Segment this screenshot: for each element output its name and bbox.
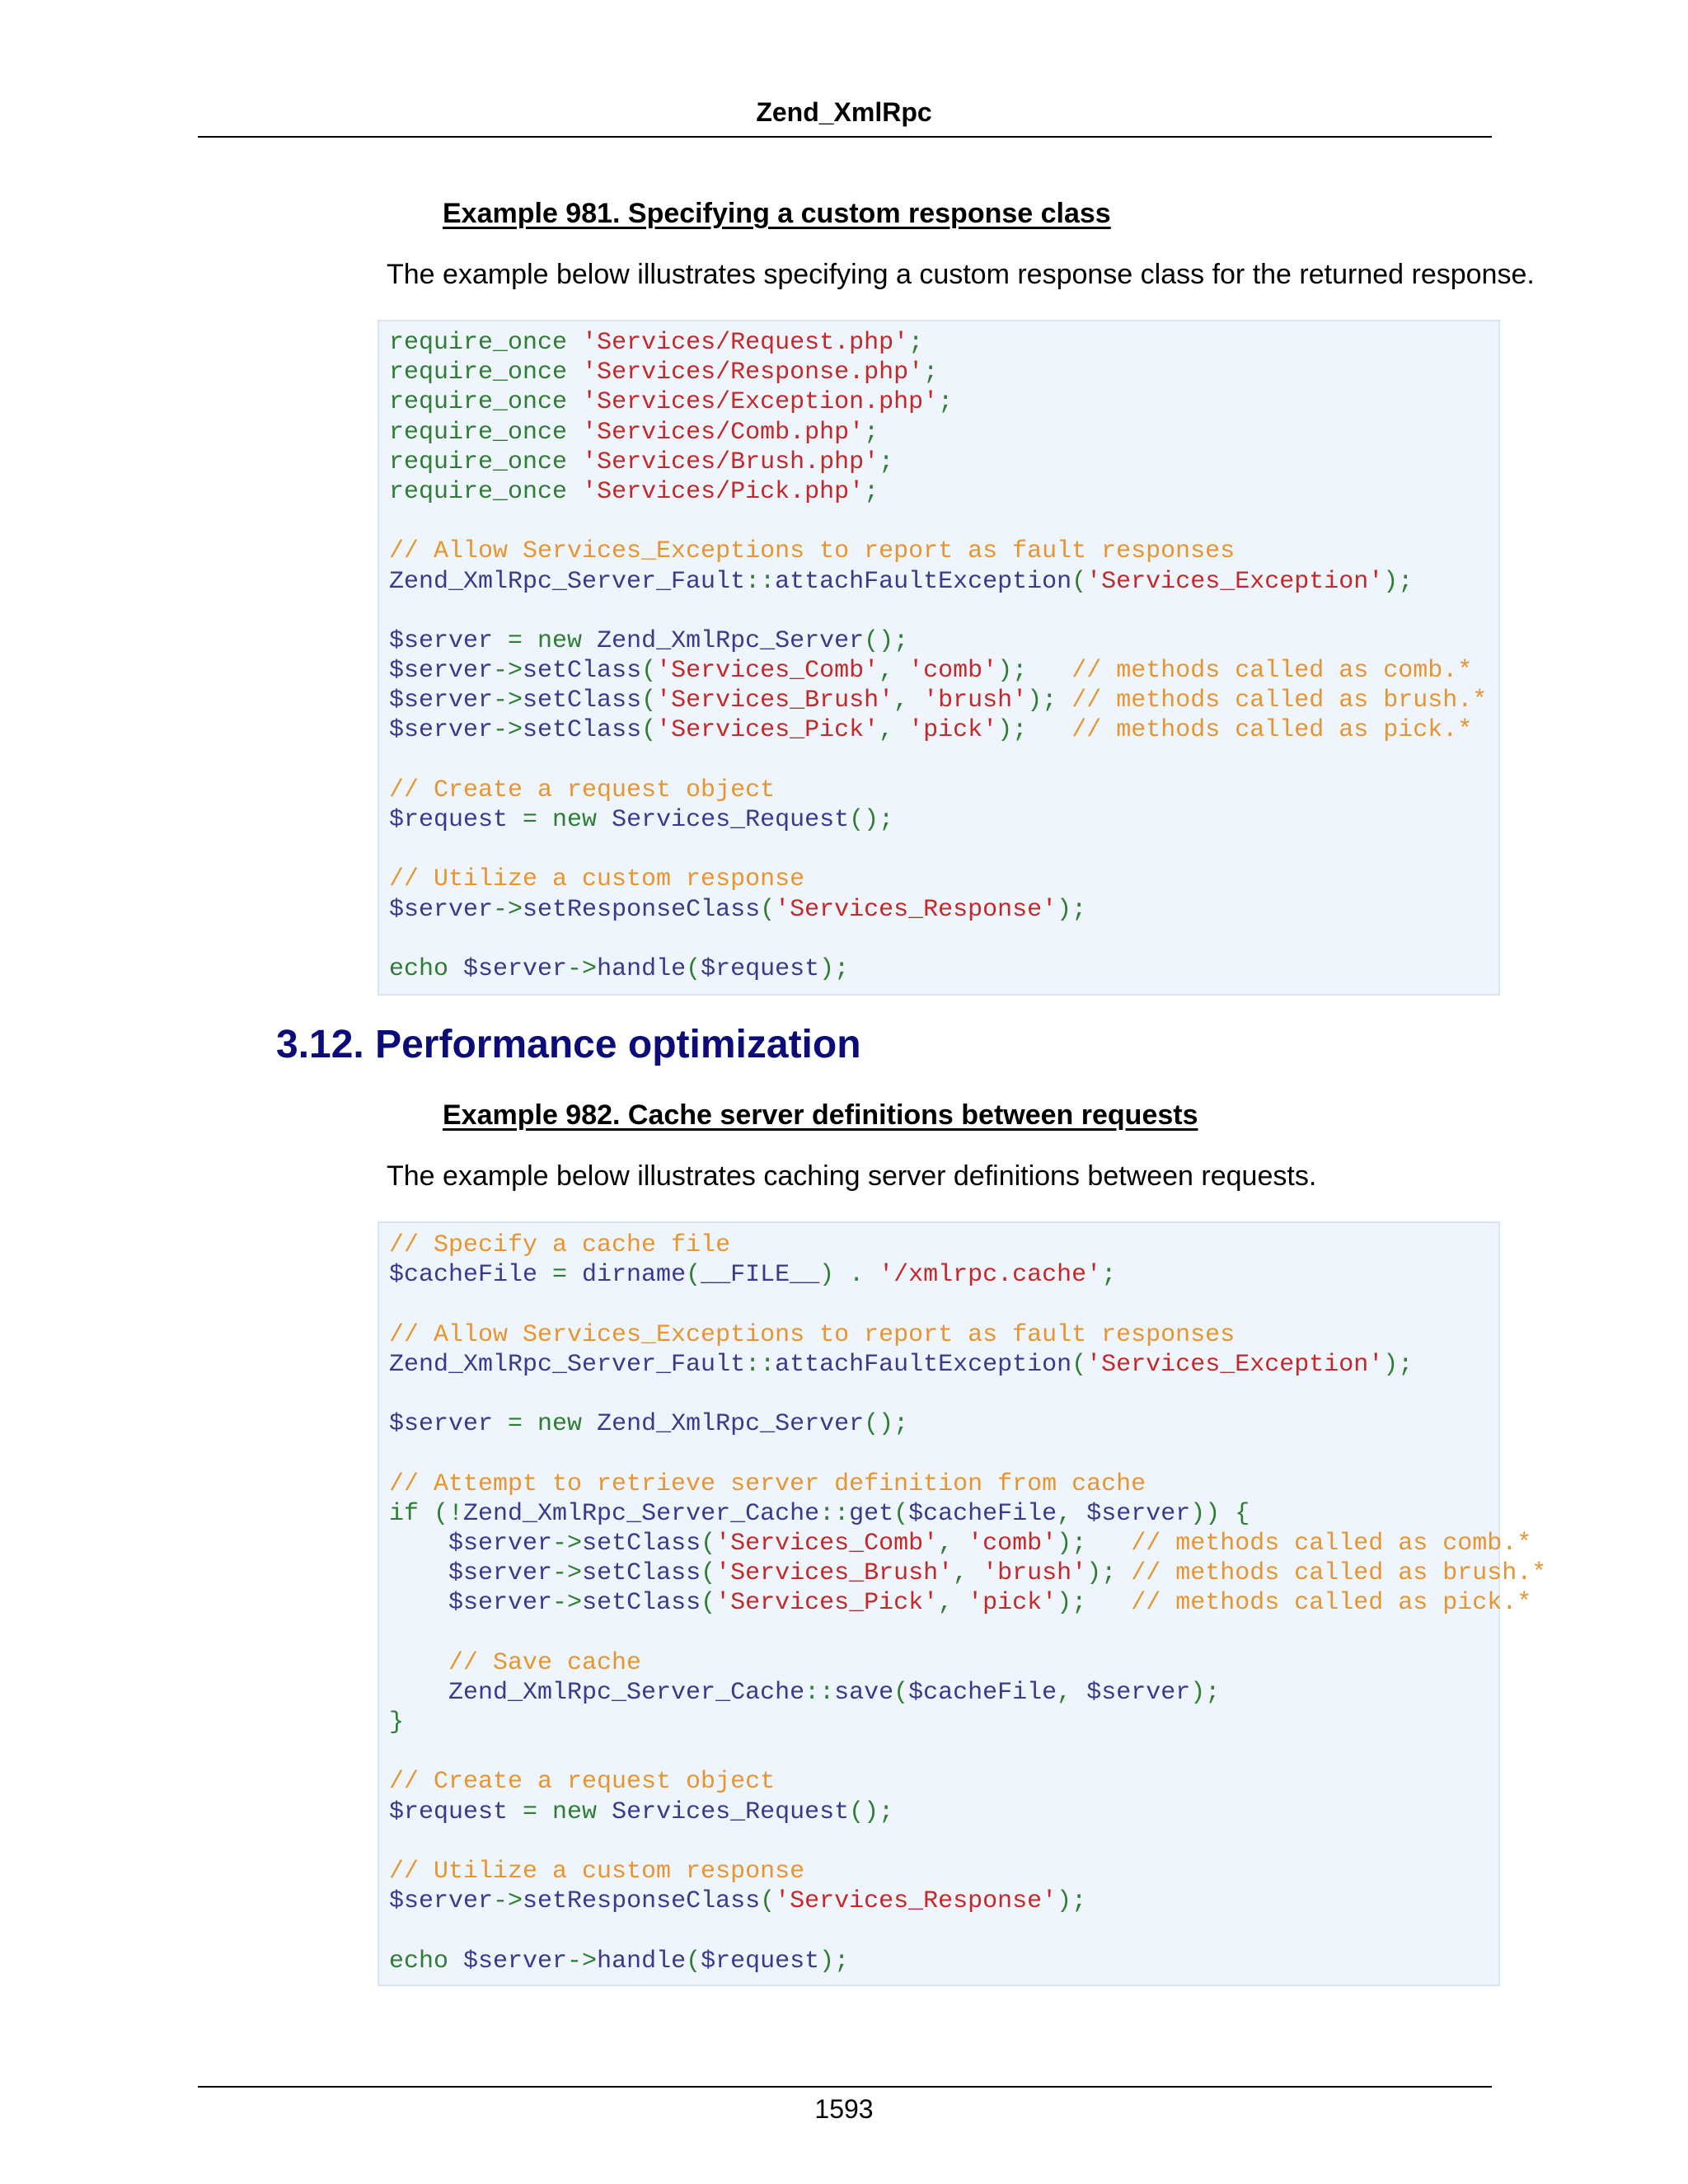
code-token: $cacheFile <box>908 1499 1057 1528</box>
code-token: , <box>953 1559 983 1588</box>
code-token: = <box>493 626 538 655</box>
code-token: Zend_XmlRpc_Server_Cache <box>389 1678 805 1707</box>
code-token: ); <box>1086 1559 1132 1588</box>
code-token <box>567 448 582 476</box>
code-token: 'Services_Comb' <box>656 657 879 686</box>
code-line <box>389 954 1498 984</box>
code-token: get <box>849 1499 894 1528</box>
code-token: -> <box>552 1529 583 1558</box>
code-token: = <box>493 1410 538 1439</box>
code-token: Zend_XmlRpc_Server <box>582 626 865 655</box>
code-token: ( <box>701 1529 716 1558</box>
code-line <box>389 1230 1498 1260</box>
code-token: // Create a request object <box>389 1768 776 1797</box>
code-line <box>389 805 1498 835</box>
code-token: $request <box>389 806 509 834</box>
code-token: __FILE__ <box>701 1261 820 1290</box>
example-982-code-block <box>377 1221 1547 1986</box>
example-982-code <box>379 1230 1547 1976</box>
code-token: } <box>389 1708 405 1736</box>
code-token: -> <box>493 657 523 686</box>
code-token: if <box>389 1499 420 1528</box>
running-header-title: Zend_XmlRpc <box>756 97 932 127</box>
code-token: ); <box>1383 1350 1414 1379</box>
code-token: // methods called as comb.* <box>1131 1529 1532 1558</box>
code-token: // methods called as brush.* <box>1131 1559 1547 1588</box>
code-line <box>389 1439 1498 1469</box>
code-line <box>389 1558 1547 1588</box>
section-title: 3.12. Performance optimization <box>276 1023 861 1066</box>
code-token: -> <box>567 954 598 983</box>
code-token: ( <box>701 1559 716 1588</box>
code-token: ); <box>1057 1887 1087 1916</box>
code-token: $server <box>389 1529 553 1558</box>
code-line <box>389 1767 1498 1797</box>
code-token: -> <box>493 1887 523 1916</box>
footer-divider <box>198 2086 1492 2088</box>
code-token: setClass <box>523 687 642 715</box>
code-token: ; <box>1101 1261 1117 1290</box>
code-token: ( <box>893 1499 909 1528</box>
code-token: 'pick' <box>968 1589 1057 1618</box>
code-token: attachFaultException <box>775 567 1072 596</box>
code-token: // methods called as comb.* <box>1071 657 1473 686</box>
code-token: 'Services/Response.php' <box>582 359 924 387</box>
code-line <box>389 1648 1498 1678</box>
code-line <box>389 1380 1498 1409</box>
example-981-code-block <box>377 320 1500 996</box>
code-token: -> <box>552 1559 583 1588</box>
example-981-title: Example 981. Specifying a custom response class <box>443 198 1111 229</box>
code-token: ( <box>1071 1350 1087 1379</box>
code-line <box>389 656 1498 686</box>
code-token: ; <box>864 418 879 447</box>
code-line <box>389 1857 1498 1886</box>
code-line <box>389 715 1498 745</box>
code-token: require_once <box>389 418 568 447</box>
code-token: -> <box>493 895 523 924</box>
code-line <box>389 1916 1498 1946</box>
code-token: ; <box>938 388 954 417</box>
code-token: $server <box>389 657 494 686</box>
code-line <box>389 448 1498 477</box>
code-token: require_once <box>389 329 568 357</box>
code-token: new <box>537 1410 583 1439</box>
code-token: // methods called as pick.* <box>1071 716 1473 745</box>
code-token: 'brush' <box>982 1559 1087 1588</box>
code-token: 'Services/Request.php' <box>582 329 909 357</box>
code-token: ); <box>1057 895 1087 924</box>
code-line <box>389 1708 1498 1737</box>
code-token: , <box>1057 1499 1087 1528</box>
code-token: handle <box>597 954 687 983</box>
code-token: 'Services_Pick' <box>656 716 879 745</box>
code-line <box>389 686 1498 715</box>
code-token: ( <box>686 954 701 983</box>
code-token: echo <box>389 954 449 983</box>
code-line <box>389 1320 1498 1350</box>
code-line <box>389 597 1498 626</box>
example-981-code <box>379 328 1498 984</box>
code-line <box>389 776 1498 805</box>
code-line <box>389 567 1498 597</box>
code-line <box>389 1499 1498 1529</box>
code-token: // Specify a cache file <box>389 1231 731 1259</box>
code-token: ); <box>1057 1589 1132 1618</box>
code-token: setClass <box>523 716 642 745</box>
code-token: $server <box>389 716 494 745</box>
code-token: ; <box>864 477 879 506</box>
code-token: $cacheFile <box>908 1678 1057 1707</box>
code-token: Zend_XmlRpc_Server_Fault <box>389 567 746 596</box>
code-line <box>389 358 1498 387</box>
code-token: , <box>879 716 909 745</box>
code-token: new <box>552 806 598 834</box>
code-token: ); <box>1057 1529 1132 1558</box>
code-token <box>567 359 582 387</box>
code-token: // methods called as brush.* <box>1071 687 1488 715</box>
code-token: setClass <box>582 1559 701 1588</box>
code-line <box>389 835 1498 865</box>
code-token: ); <box>819 1947 850 1975</box>
code-token: , <box>938 1529 968 1558</box>
header-divider <box>198 136 1492 138</box>
code-token: 'comb' <box>968 1529 1057 1558</box>
code-token: // Create a request object <box>389 776 776 804</box>
code-token: , <box>893 687 924 715</box>
code-token: $server <box>389 1887 494 1916</box>
code-line <box>389 537 1498 566</box>
code-token: echo <box>389 1947 449 1975</box>
code-token: $server <box>389 626 494 655</box>
code-line <box>389 1529 1532 1558</box>
code-token: save <box>834 1678 894 1707</box>
code-token: // Allow Services_Exceptions to report as fault responses <box>389 1320 1236 1349</box>
code-token: 'comb' <box>908 657 998 686</box>
code-token: 'Services_Exception' <box>1086 1350 1384 1379</box>
code-token: $server <box>448 954 568 983</box>
code-token: ; <box>923 359 939 387</box>
page-number: 1593 <box>814 2094 874 2124</box>
code-token: )) { <box>1190 1499 1250 1528</box>
code-line <box>389 1469 1498 1499</box>
code-line <box>389 895 1498 925</box>
code-token: Zend_XmlRpc_Server_Fault <box>389 1350 746 1379</box>
code-token: 'Services/Comb.php' <box>582 418 865 447</box>
code-token: setResponseClass <box>523 1887 761 1916</box>
code-token: ( <box>760 895 776 924</box>
code-line <box>389 1737 1498 1767</box>
code-token: 'Services_Response' <box>775 895 1057 924</box>
code-token: -> <box>552 1589 583 1618</box>
code-token: '/xmlrpc.cache' <box>879 1261 1102 1290</box>
code-token: handle <box>597 1947 687 1975</box>
code-token: = <box>537 1261 583 1290</box>
code-line <box>389 1618 1498 1647</box>
code-token: -> <box>493 716 523 745</box>
code-token: 'Services_Brush' <box>656 687 894 715</box>
code-line <box>389 1886 1498 1916</box>
code-token: 'Services/Pick.php' <box>582 477 865 506</box>
code-token: ); <box>1383 567 1414 596</box>
code-token: ; <box>908 329 924 357</box>
code-token: (); <box>864 1410 909 1439</box>
code-token: = <box>508 1797 553 1826</box>
code-token <box>567 419 582 447</box>
code-token: , <box>938 1589 968 1618</box>
code-token: // Attempt to retrieve server definition from cache <box>389 1469 1146 1498</box>
code-token: 'Services/Brush.php' <box>582 448 879 476</box>
code-token: 'Services_Exception' <box>1086 567 1384 596</box>
code-token: -> <box>567 1947 598 1975</box>
code-token: $server <box>389 895 494 924</box>
code-token: 'brush' <box>923 687 1028 715</box>
code-token: 'Services_Pick' <box>715 1589 939 1618</box>
code-token: setResponseClass <box>523 895 761 924</box>
code-line <box>389 477 1498 507</box>
code-token: $server <box>448 1947 568 1975</box>
code-token: require_once <box>389 388 568 417</box>
code-line <box>389 626 1498 656</box>
code-token: ); <box>1027 687 1072 715</box>
code-token: Zend_XmlRpc_Server <box>582 1410 865 1439</box>
code-token: new <box>552 1797 598 1826</box>
code-token: 'Services_Brush' <box>715 1559 954 1588</box>
code-token: , <box>879 657 909 686</box>
code-line <box>389 865 1498 894</box>
code-token: ); <box>997 657 1072 686</box>
code-token: :: <box>804 1678 835 1707</box>
code-token: $server <box>1086 1499 1191 1528</box>
code-line <box>389 1797 1498 1827</box>
code-token: (! <box>419 1499 464 1528</box>
code-token: new <box>537 626 583 655</box>
code-token: Services_Request <box>597 806 850 834</box>
code-token: 'pick' <box>908 716 998 745</box>
code-token: require_once <box>389 359 568 387</box>
code-line <box>389 1947 1498 1976</box>
code-token: ( <box>686 1947 701 1975</box>
code-token: $server <box>389 1589 553 1618</box>
code-token <box>567 329 582 357</box>
code-token: (); <box>864 626 909 655</box>
code-token: ); <box>819 954 850 983</box>
code-line <box>389 1350 1498 1380</box>
code-token: setClass <box>582 1529 701 1558</box>
code-token: $request <box>701 954 820 983</box>
example-981-description: The example below illustrates specifying a custom response class for the returned response. <box>387 259 1535 290</box>
code-token: ( <box>893 1678 909 1707</box>
code-token: ( <box>641 687 657 715</box>
example-982-title: Example 982. Cache server definitions between requests <box>443 1099 1198 1131</box>
code-token: ( <box>760 1887 776 1916</box>
code-token: $request <box>389 1797 509 1826</box>
code-line <box>389 1678 1498 1708</box>
code-line <box>389 1290 1498 1319</box>
code-token: 'Services_Comb' <box>715 1529 939 1558</box>
code-token: dirname <box>582 1261 687 1290</box>
code-token: ( <box>1071 567 1087 596</box>
code-line <box>389 1260 1498 1290</box>
code-token: setClass <box>582 1589 701 1618</box>
code-token: -> <box>493 687 523 715</box>
code-token: , <box>1057 1678 1087 1707</box>
code-token: :: <box>745 1350 776 1379</box>
code-token: :: <box>745 567 776 596</box>
code-token: // Save cache <box>389 1648 642 1677</box>
code-line <box>389 1409 1498 1439</box>
code-token: attachFaultException <box>775 1350 1072 1379</box>
code-token <box>567 388 582 416</box>
code-token: $server <box>389 1410 494 1439</box>
code-token: setClass <box>523 657 642 686</box>
code-token: Zend_XmlRpc_Server_Cache <box>463 1499 820 1528</box>
code-token: 'Services_Response' <box>775 1887 1057 1916</box>
code-line <box>389 507 1498 537</box>
code-line <box>389 746 1498 776</box>
code-token: (); <box>849 806 894 834</box>
code-token: :: <box>819 1499 850 1528</box>
code-token: $request <box>701 1947 820 1975</box>
code-token: ) . <box>819 1261 879 1290</box>
code-token: require_once <box>389 477 568 506</box>
code-token: require_once <box>389 448 568 476</box>
code-token: ); <box>1190 1678 1221 1707</box>
code-line <box>389 925 1498 954</box>
code-token: ( <box>686 1261 701 1290</box>
code-line <box>389 1827 1498 1857</box>
code-token: // methods called as pick.* <box>1131 1589 1532 1618</box>
example-982-description: The example below illustrates caching server definitions between requests. <box>387 1160 1317 1192</box>
code-token: ( <box>641 716 657 745</box>
code-token: ( <box>641 657 657 686</box>
code-line <box>389 418 1498 448</box>
code-token: ; <box>879 448 894 476</box>
code-token: (); <box>849 1797 894 1826</box>
code-token: $server <box>389 1559 553 1588</box>
code-line <box>389 328 1498 358</box>
code-line <box>389 1588 1532 1618</box>
code-token: // Allow Services_Exceptions to report as fault responses <box>389 537 1236 566</box>
code-token: // Utilize a custom response <box>389 865 805 894</box>
code-line <box>389 387 1498 417</box>
code-token: = <box>508 806 553 834</box>
code-token <box>567 478 582 506</box>
code-token: // Utilize a custom response <box>389 1857 805 1886</box>
code-token: Services_Request <box>597 1797 850 1826</box>
code-token: ); <box>997 716 1072 745</box>
code-token: $server <box>389 687 494 715</box>
code-token: $server <box>1086 1678 1191 1707</box>
code-token: 'Services/Exception.php' <box>582 388 939 417</box>
code-token: ( <box>701 1589 716 1618</box>
code-token: $cacheFile <box>389 1261 538 1290</box>
